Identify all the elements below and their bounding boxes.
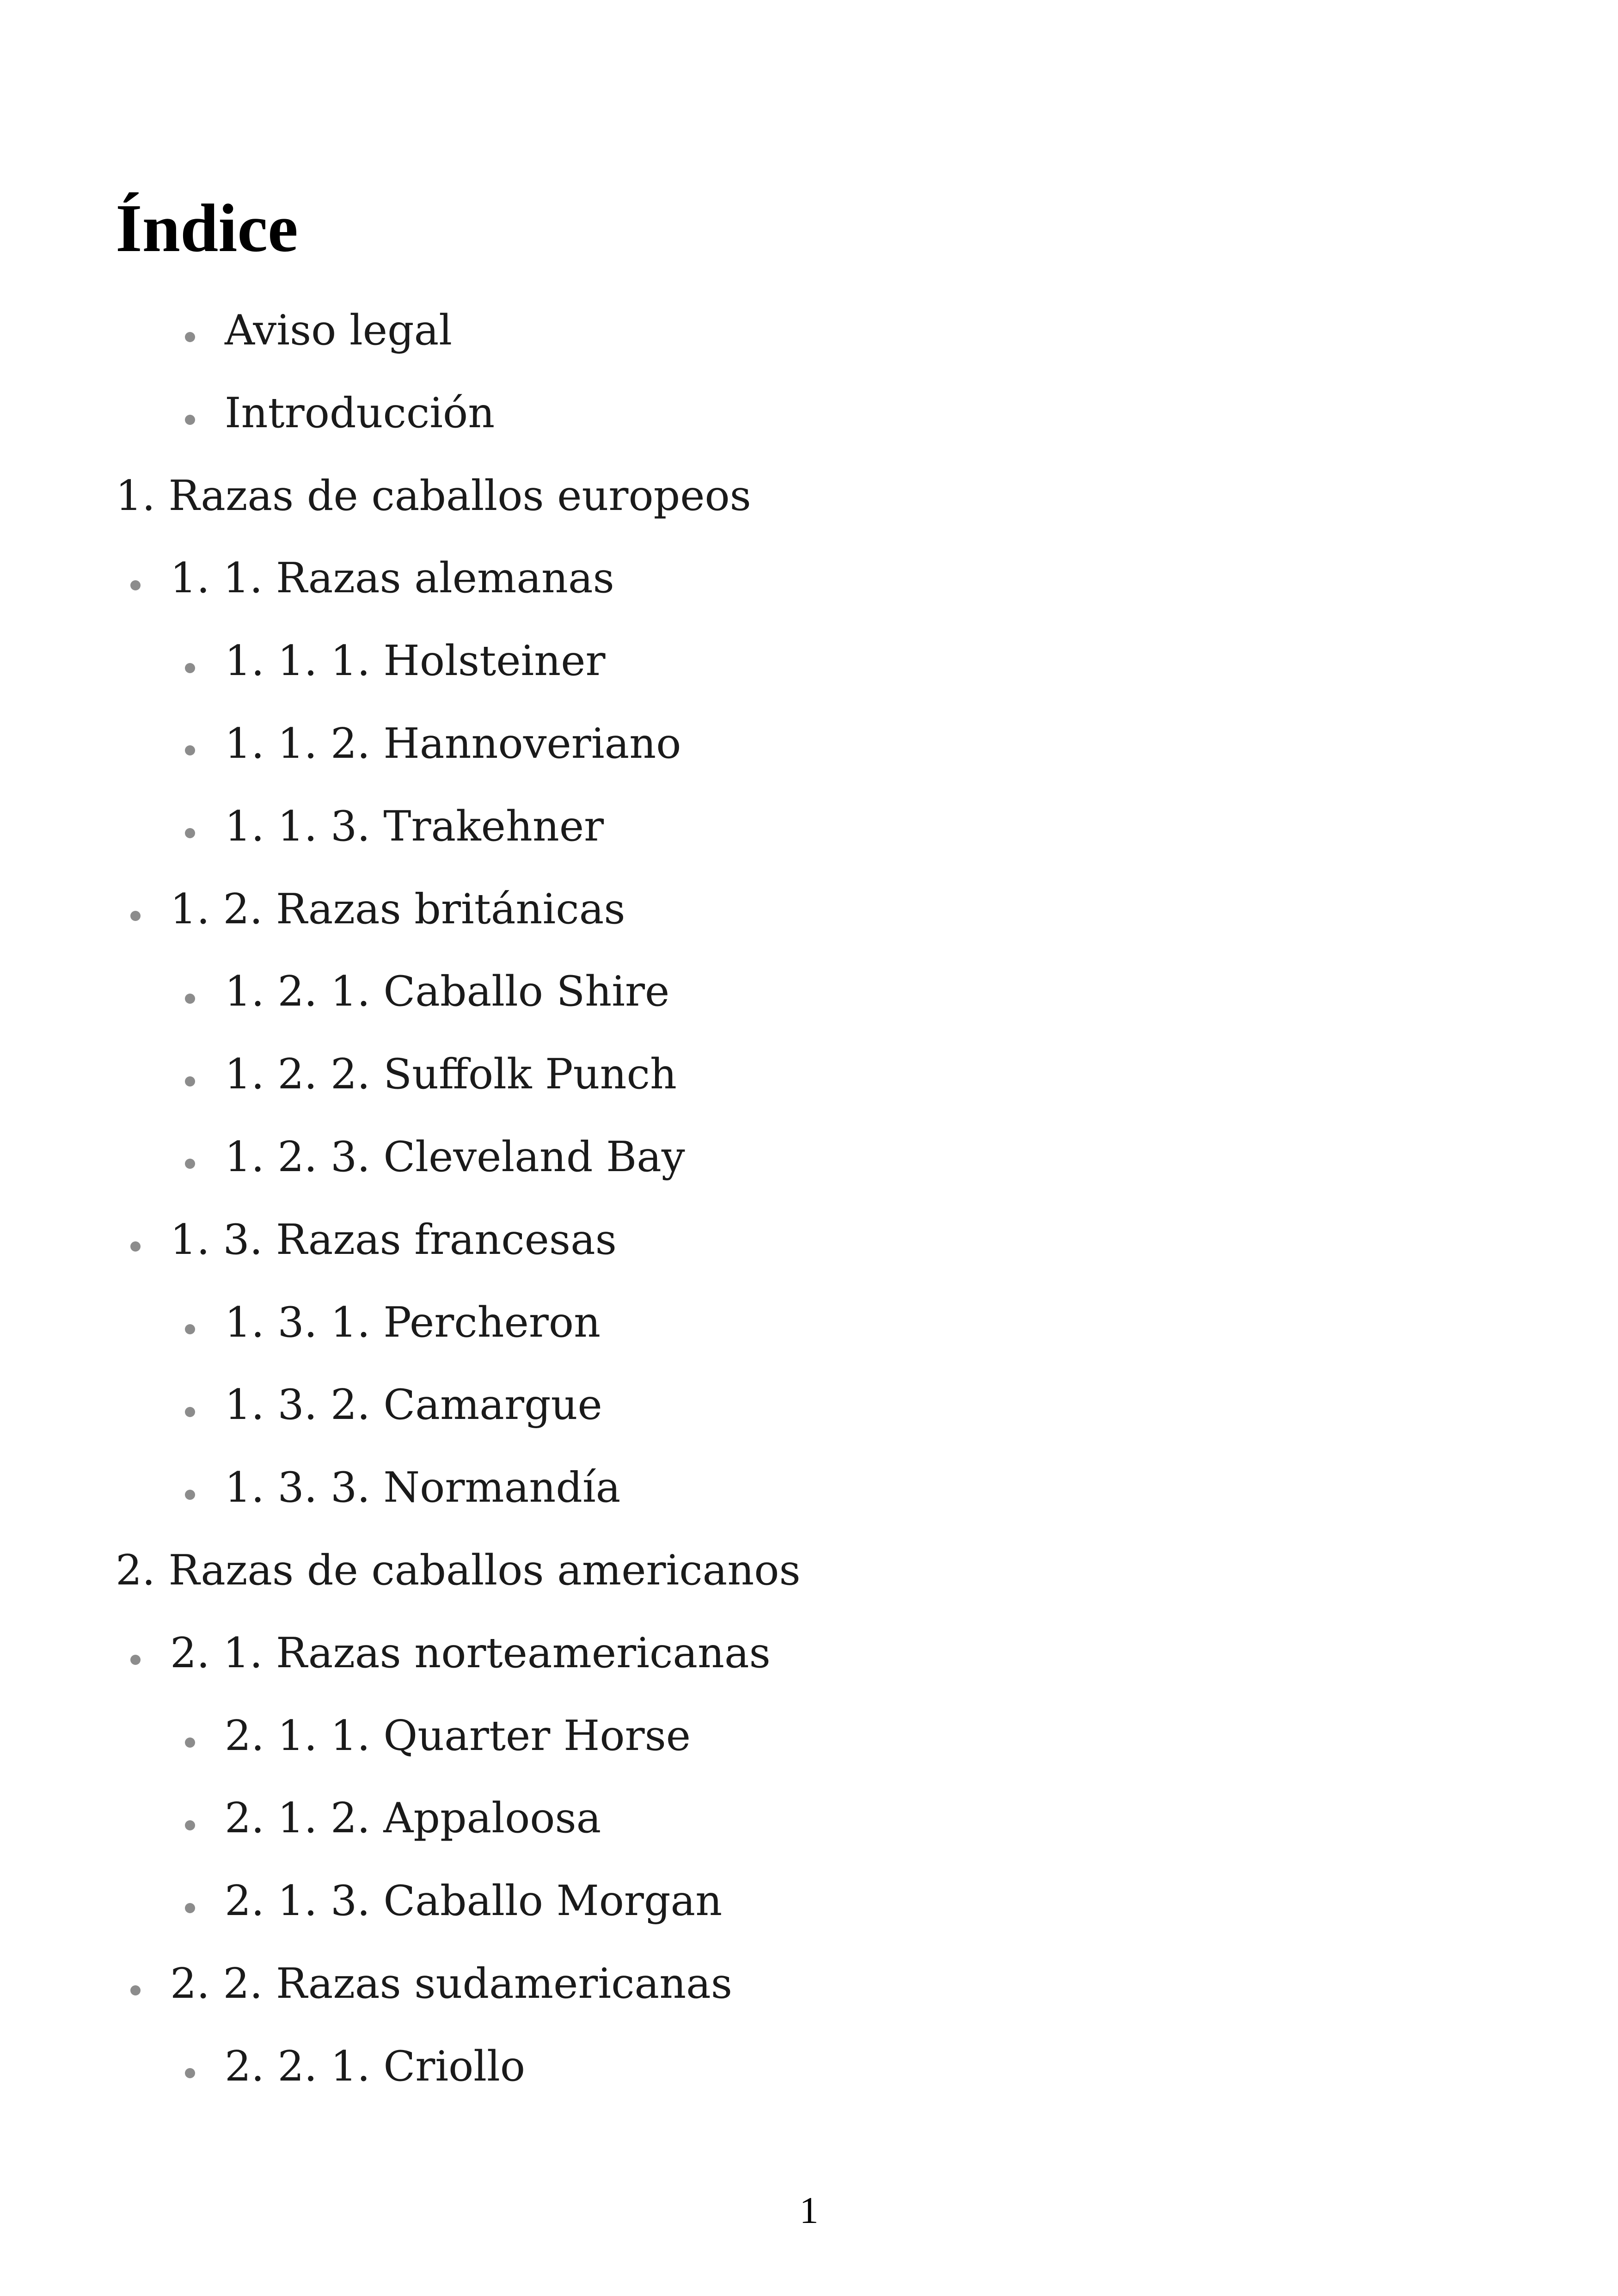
toc-entry-label: 2. 2. 1. Criollo bbox=[225, 2042, 526, 2091]
bullet-icon bbox=[185, 1076, 195, 1087]
toc-entry-label: 1. 3. 1. Percheron bbox=[225, 1298, 601, 1347]
toc-entry[interactable] bbox=[116, 1701, 801, 1784]
toc-entry[interactable] bbox=[116, 875, 801, 958]
toc-entry-label: 1. 3. Razas francesas bbox=[170, 1215, 617, 1264]
toc-entry[interactable] bbox=[116, 1949, 801, 2032]
toc-entry-label: 1. 2. Razas británicas bbox=[170, 884, 625, 933]
bullet-icon bbox=[185, 1903, 195, 1913]
table-of-contents bbox=[116, 296, 801, 2115]
toc-entry[interactable] bbox=[116, 709, 801, 792]
bullet-icon bbox=[185, 828, 195, 838]
toc-entry[interactable] bbox=[116, 1370, 801, 1453]
toc-entry[interactable] bbox=[116, 792, 801, 875]
toc-entry[interactable] bbox=[116, 1866, 801, 1949]
toc-entry-label: 1. 2. 3. Cleveland Bay bbox=[225, 1132, 685, 1181]
toc-entry[interactable] bbox=[116, 544, 801, 626]
bullet-icon bbox=[185, 1737, 195, 1748]
bullet-icon bbox=[185, 332, 195, 342]
toc-entry-label: 1. 1. 2. Hannoveriano bbox=[225, 719, 681, 768]
toc-entry-label: Introducción bbox=[225, 388, 495, 437]
page-number: 1 bbox=[799, 2189, 819, 2231]
bullet-icon bbox=[130, 580, 141, 590]
bullet-icon bbox=[185, 1324, 195, 1334]
toc-entry[interactable] bbox=[116, 1784, 801, 1866]
bullet-icon bbox=[130, 1655, 141, 1665]
bullet-icon bbox=[185, 994, 195, 1004]
bullet-icon bbox=[185, 745, 195, 755]
bullet-icon bbox=[130, 1241, 141, 1252]
bullet-icon bbox=[185, 1490, 195, 1500]
toc-entry[interactable] bbox=[116, 1619, 801, 1701]
toc-entry[interactable] bbox=[116, 1040, 801, 1123]
bullet-icon bbox=[130, 911, 141, 921]
toc-entry[interactable] bbox=[116, 379, 801, 461]
bullet-icon bbox=[130, 1985, 141, 1995]
toc-entry[interactable] bbox=[116, 957, 801, 1040]
toc-entry-label: 2. 1. Razas norteamericanas bbox=[170, 1628, 771, 1677]
bullet-icon bbox=[185, 1407, 195, 1417]
toc-entry[interactable] bbox=[116, 2032, 801, 2115]
toc-entry-label: 1. 3. 3. Normandía bbox=[225, 1463, 621, 1512]
toc-entry-label: 1. 2. 1. Caballo Shire bbox=[225, 967, 670, 1016]
toc-entry-label: 2. 2. Razas sudamericanas bbox=[170, 1959, 733, 2008]
toc-entry-label: 2. 1. 1. Quarter Horse bbox=[225, 1711, 691, 1760]
bullet-icon bbox=[185, 1159, 195, 1169]
toc-entry[interactable] bbox=[116, 1205, 801, 1288]
bullet-icon bbox=[185, 415, 195, 425]
toc-entry-label: 1. 2. 2. Suffolk Punch bbox=[225, 1050, 677, 1099]
toc-entry[interactable] bbox=[116, 1288, 801, 1371]
bullet-icon bbox=[185, 1820, 195, 1830]
toc-entry-label: 1. 1. Razas alemanas bbox=[170, 554, 614, 603]
toc-entry[interactable] bbox=[116, 1123, 801, 1205]
toc-chapter-entry[interactable] bbox=[116, 1536, 801, 1619]
toc-entry-label: 2. 1. 2. Appaloosa bbox=[225, 1794, 601, 1843]
toc-entry-label: Aviso legal bbox=[225, 306, 453, 355]
toc-entry-label: 1. 1. 1. Holsteiner bbox=[225, 637, 606, 686]
bullet-icon bbox=[185, 663, 195, 673]
toc-entry[interactable] bbox=[116, 296, 801, 379]
toc-entry-label: 2. Razas de caballos americanos bbox=[116, 1546, 801, 1595]
page-title: Índice bbox=[116, 190, 298, 266]
toc-entry-label: 1. 3. 2. Camargue bbox=[225, 1381, 602, 1430]
toc-entry-label: 1. Razas de caballos europeos bbox=[116, 471, 751, 520]
toc-entry[interactable] bbox=[116, 1453, 801, 1536]
toc-entry-label: 2. 1. 3. Caballo Morgan bbox=[225, 1877, 723, 1926]
toc-chapter-entry[interactable] bbox=[116, 461, 801, 544]
toc-entry-label: 1. 1. 3. Trakehner bbox=[225, 802, 604, 851]
bullet-icon bbox=[185, 2068, 195, 2078]
toc-entry[interactable] bbox=[116, 626, 801, 709]
